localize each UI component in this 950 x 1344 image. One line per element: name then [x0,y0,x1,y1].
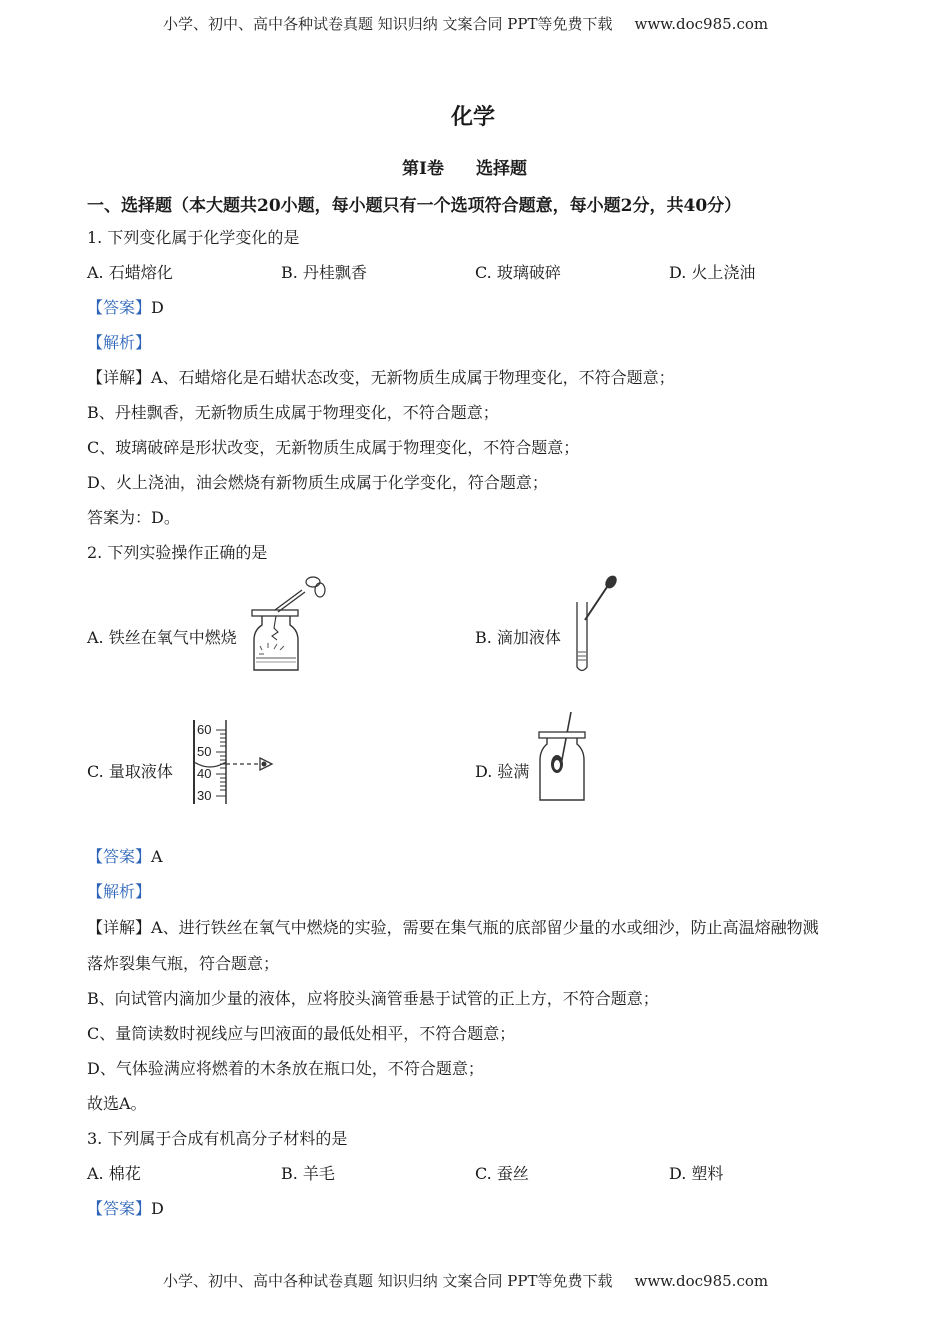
answer-tag: 【答案】 [87,847,152,866]
detail-tag: 【详解】 [87,368,152,387]
volume-label: 第Ⅰ卷 [402,159,444,179]
tick-40: 40 [197,766,212,781]
q1-detail-1: B、丹桂飘香，无新物质生成属于物理变化，不符合题意； [87,403,499,422]
footer-url[interactable]: www.doc985.com [634,1272,769,1290]
q2-detail-1: 落炸裂集气瓶，符合题意； [87,954,280,973]
q2-stem: 2. 下列实验操作正确的是 [87,543,268,562]
answer-tag: 【答案】 [87,298,152,317]
q2-option-b: B. 滴加液体 [475,628,561,647]
q1-analysis-tag: 【解析】 [87,333,152,352]
footer-text: 小学、初中、高中各种试卷真题 知识归纳 文案合同 PPT等免费下载 [163,1272,613,1290]
q2-detail-4: D、气体验满应将燃着的木条放在瓶口处，不符合题意； [87,1059,484,1078]
q1-detail-text-0: A、石蜡熔化是石蜡状态改变，无新物质生成属于物理变化，不符合题意； [151,368,675,387]
q2-option-a: A. 铁丝在氧气中燃烧 [87,628,237,647]
tick-30: 30 [197,788,212,803]
q1-detail-2: C、玻璃破碎是形状改变，无新物质生成属于物理变化，不符合题意； [87,438,580,457]
q1-detail-0 [87,368,675,388]
page-footer [163,1270,768,1291]
q1-option-c: C. 玻璃破碎 [475,263,561,282]
header-url[interactable]: www.doc985.com [634,15,769,33]
q2-detail-0 [87,918,819,938]
q2-detail-2: B、向试管内滴加少量的液体，应将胶头滴管垂悬于试管的正上方，不符合题意； [87,989,659,1008]
q2-option-c: C. 量取液体 [87,762,173,781]
q2-analysis-tag: 【解析】 [87,882,152,901]
q1-detail-3: D、火上浇油，油会燃烧有新物质生成属于化学变化，符合题意； [87,473,548,492]
graduated-cylinder-figure [188,718,283,808]
q2-detail-3: C、量筒读数时视线应与凹液面的最低处相平，不符合题意； [87,1024,516,1043]
section-heading: 一、选择题（本大题共20小题，每小题只有一个选项符合题意，每小题2分，共40分） [87,196,742,216]
q1-option-b: B. 丹桂飘香 [281,263,367,282]
tick-60: 60 [197,722,212,737]
q1-option-d: D. 火上浇油 [669,263,756,282]
iron-wire-combustion-figure [240,570,335,680]
q1-answer-value: D [151,298,164,317]
detail-tag: 【详解】 [87,918,152,937]
q3-answer-value: D [151,1199,164,1218]
q3-option-c: C. 蚕丝 [475,1164,529,1183]
q3-option-d: D. 塑料 [669,1164,724,1183]
q2-option-d: D. 验满 [475,762,530,781]
dropper-test-tube-figure [565,572,625,682]
q3-option-b: B. 羊毛 [281,1164,335,1183]
volume-heading [402,154,527,179]
header-text: 小学、初中、高中各种试卷真题 知识归纳 文案合同 PPT等免费下载 [163,15,613,33]
q2-detail-5: 故选A。 [87,1094,147,1113]
q2-answer-value: A [151,847,163,866]
q1-detail-4: 答案为：D。 [87,508,180,527]
volume-name: 选择题 [475,159,527,179]
answer-tag: 【答案】 [87,1199,152,1218]
q3-answer [87,1199,164,1219]
page-header [163,13,768,34]
q1-answer [87,298,164,318]
q3-stem: 3. 下列属于合成有机高分子材料的是 [87,1129,348,1148]
q2-detail-text-0: A、进行铁丝在氧气中燃烧的实验，需要在集气瓶的底部留少量的水或细沙，防止高温熔融物溅 [151,918,819,937]
q3-option-a: A. 棉花 [87,1164,141,1183]
page-title: 化学 [451,104,496,130]
q1-option-a: A. 石蜡熔化 [87,263,173,282]
gas-check-figure [535,710,595,805]
q2-answer [87,847,163,867]
q1-stem: 1. 下列变化属于化学变化的是 [87,228,300,247]
tick-50: 50 [197,744,212,759]
